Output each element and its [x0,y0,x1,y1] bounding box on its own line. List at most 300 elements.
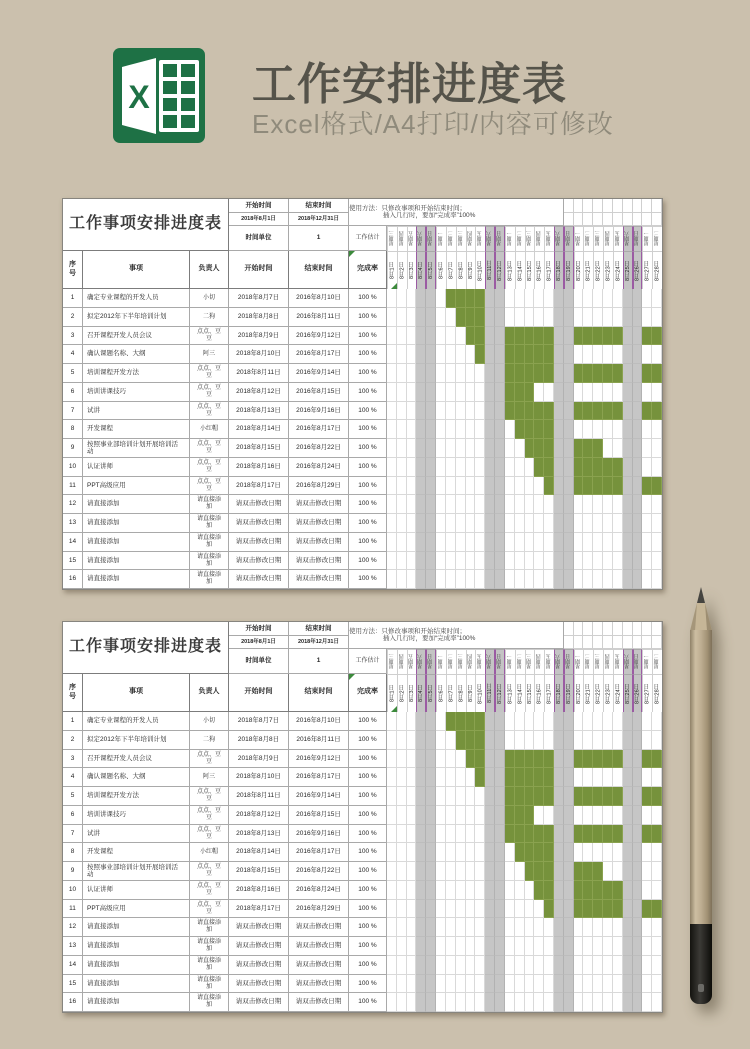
gantt-cell [466,308,475,327]
gantt-cell [564,768,574,787]
gantt-cell [505,364,515,383]
gantt-cell [397,327,407,345]
gantt-cell [446,787,456,806]
gantt-cell [485,993,495,1012]
start-date-cell: 请双击修改日期 [229,552,289,570]
gantt-cell [407,570,416,589]
gantt-cell [426,308,436,327]
gantt-cell [564,570,574,589]
gantt-cell [436,993,446,1012]
gantt-cell [407,731,416,750]
gantt-cell [603,420,613,439]
owner-cell: 点点、豆豆 [190,787,229,806]
gantt-cell [544,825,554,843]
date-header-cell: 8月11日 [485,674,495,712]
gantt-cell [534,956,544,975]
gantt-cell [642,825,652,843]
gantt-cell [416,327,426,345]
gantt-cell [554,495,564,514]
gantt-cell [603,956,613,975]
gantt-cell [466,364,475,383]
completion-rate-cell: 100 % [349,439,387,458]
column-header-4: 结束时间 [289,674,349,712]
gantt-cell [633,402,642,420]
gantt-cell [436,289,446,308]
gantt-cell [495,712,505,731]
gantt-cell [505,458,515,477]
gantt-cell [534,477,544,495]
gantt-cell [593,327,603,345]
gantt-cell [495,806,505,825]
gantt-cell [416,918,426,937]
date-header-cell: 8月1日 [387,674,397,712]
date-header-cell: 8月14日 [515,251,525,289]
gantt-cell [525,514,534,533]
gantt-cell [446,843,456,862]
gantt-cell [475,570,485,589]
end-date-cell: 2016年9月14日 [289,364,349,383]
gantt-cell [544,806,554,825]
gantt-cell [623,975,633,993]
gantt-cell [387,533,397,552]
weekday-header-cell: 星期四 [397,226,407,251]
gantt-cell [456,514,466,533]
completion-rate-cell: 100 % [349,420,387,439]
gantt-cell [397,806,407,825]
empty-cell [652,213,662,226]
gantt-cell [574,881,583,900]
gantt-cell [436,937,446,956]
gantt-cell [633,289,642,308]
gantt-cell [446,712,456,731]
gantt-cell [446,918,456,937]
task-cell: 确定专业课程的开发人员 [83,289,190,308]
weekday-header-cell: 星期三 [593,649,603,674]
gantt-cell [583,402,593,420]
weekday-header-cell: 星期六 [554,226,564,251]
gantt-cell [407,843,416,862]
gantt-cell [633,712,642,731]
task-cell: 请直接添加 [83,514,190,533]
gantt-cell [485,806,495,825]
meta-end-value: 2018年12月31日 [289,213,349,226]
gantt-cell [525,993,534,1012]
meta-start-label: 开始时间 [229,622,289,636]
task-cell: 培训课程开发方法 [83,364,190,383]
gantt-cell [495,308,505,327]
gantt-cell [485,458,495,477]
gantt-cell [505,712,515,731]
gantt-cell [564,477,574,495]
gantt-cell [633,768,642,787]
gantt-cell [534,806,544,825]
gantt-cell [466,900,475,918]
date-header-cell: 8月6日 [436,251,446,289]
gantt-cell [583,825,593,843]
gantt-cell [593,731,603,750]
empty-cell [652,636,662,649]
gantt-cell [387,787,397,806]
gantt-cell [426,768,436,787]
gantt-cell [475,881,485,900]
empty-cell [613,636,623,649]
empty-cell [593,213,603,226]
gantt-cell [436,806,446,825]
gantt-cell [416,825,426,843]
gantt-cell [583,514,593,533]
gantt-cell [613,327,623,345]
gantt-cell [603,862,613,881]
gantt-cell [436,570,446,589]
gantt-cell [456,843,466,862]
owner-cell: 请直接添加 [190,975,229,993]
gantt-cell [495,768,505,787]
gantt-cell [426,975,436,993]
gantt-cell [564,918,574,937]
gantt-cell [495,956,505,975]
start-date-cell: 2018年8月12日 [229,383,289,402]
completion-rate-cell: 100 % [349,570,387,589]
gantt-cell [554,825,564,843]
end-date-cell: 2016年8月11日 [289,731,349,750]
gantt-cell [515,975,525,993]
gantt-cell [633,570,642,589]
gantt-cell [446,533,456,552]
empty-cell [574,622,583,636]
gantt-cell [416,862,426,881]
gantt-cell [436,308,446,327]
empty-cell [583,199,593,213]
owner-cell: 点点、豆豆 [190,327,229,345]
gantt-cell [456,383,466,402]
gantt-cell [456,731,466,750]
gantt-cell [407,712,416,731]
gantt-cell [466,806,475,825]
gantt-cell [642,975,652,993]
gantt-cell [642,712,652,731]
gantt-cell [387,420,397,439]
gantt-cell [387,308,397,327]
weekday-header-cell: 星期六 [623,226,633,251]
gantt-cell [642,383,652,402]
row-number-cell: 14 [63,533,83,552]
gantt-cell [495,289,505,308]
gantt-cell [485,439,495,458]
gantt-cell [593,383,603,402]
gantt-cell [397,768,407,787]
owner-cell: 点点、豆豆 [190,364,229,383]
gantt-cell [642,533,652,552]
sheet-title-cell: 工作事项安排进度表 [63,199,229,251]
task-cell: 确认课题名称、大纲 [83,768,190,787]
gantt-cell [407,383,416,402]
row-number-cell: 11 [63,477,83,495]
gantt-cell [623,533,633,552]
empty-cell [633,636,642,649]
gantt-cell [466,993,475,1012]
gantt-cell [603,825,613,843]
gantt-cell [505,825,515,843]
task-cell: 按照事业部培训计划开展培训活动 [83,439,190,458]
empty-cell [603,636,613,649]
gantt-cell [544,308,554,327]
weekday-header-cell: 星期日 [495,226,505,251]
row-number-cell: 11 [63,900,83,918]
gantt-cell [515,383,525,402]
gantt-cell [613,712,623,731]
gantt-cell [583,918,593,937]
task-cell: 请直接添加 [83,533,190,552]
gantt-cell [564,712,574,731]
gantt-cell [485,552,495,570]
date-header-cell: 8月16日 [534,251,544,289]
gantt-cell [397,420,407,439]
gantt-cell [583,327,593,345]
completion-rate-cell: 100 % [349,881,387,900]
weekday-header-cell: 星期一 [574,226,583,251]
task-cell: PPT高级应用 [83,477,190,495]
gantt-cell [534,750,544,768]
gantt-cell [564,843,574,862]
empty-cell [642,213,652,226]
gantt-cell [525,712,534,731]
gantt-cell [387,937,397,956]
weekday-header-cell: 星期四 [466,649,475,674]
gantt-cell [475,937,485,956]
gantt-cell [495,533,505,552]
gantt-cell [456,900,466,918]
gantt-cell [603,712,613,731]
gantt-cell [652,825,662,843]
task-cell: 认证讲师 [83,458,190,477]
row-number-cell: 4 [63,345,83,364]
gantt-cell [387,289,397,308]
gantt-cell [564,956,574,975]
gantt-cell [505,383,515,402]
gantt-cell [623,956,633,975]
gantt-cell [495,364,505,383]
gantt-cell [623,862,633,881]
gantt-cell [603,787,613,806]
gantt-cell [397,570,407,589]
gantt-cell [593,956,603,975]
gantt-cell [495,900,505,918]
gantt-cell [583,383,593,402]
gantt-cell [613,439,623,458]
task-cell: 召开课程开发人员会议 [83,750,190,768]
column-header-0: 序号 [63,674,83,712]
owner-cell: 请直接添加 [190,495,229,514]
gantt-cell [456,993,466,1012]
gantt-cell [652,495,662,514]
gantt-cell [574,825,583,843]
gantt-cell [623,825,633,843]
gantt-cell [505,570,515,589]
end-date-cell: 请双击修改日期 [289,552,349,570]
gantt-cell [515,881,525,900]
gantt-cell [416,975,426,993]
gantt-cell [534,495,544,514]
gantt-cell [652,881,662,900]
empty-cell [583,622,593,636]
gantt-cell [554,308,564,327]
gantt-cell [534,345,544,364]
gantt-cell [593,289,603,308]
completion-rate-cell: 100 % [349,731,387,750]
gantt-cell [407,327,416,345]
start-date-cell: 2018年8月14日 [229,420,289,439]
gantt-cell [475,918,485,937]
gantt-cell [407,768,416,787]
gantt-cell [446,900,456,918]
gantt-cell [642,768,652,787]
gantt-cell [475,768,485,787]
gantt-cell [574,552,583,570]
gantt-cell [407,364,416,383]
gantt-cell [623,327,633,345]
gantt-cell [515,937,525,956]
gantt-cell [642,843,652,862]
gantt-cell [407,439,416,458]
completion-rate-cell: 100 % [349,327,387,345]
gantt-cell [642,364,652,383]
gantt-cell [426,862,436,881]
gantt-cell [613,383,623,402]
gantt-cell [652,477,662,495]
start-date-cell: 2018年8月12日 [229,806,289,825]
gantt-cell [603,402,613,420]
gantt-cell [603,750,613,768]
gantt-cell [583,364,593,383]
gantt-cell [583,975,593,993]
gantt-cell [623,458,633,477]
owner-cell: 阿三 [190,768,229,787]
gantt-cell [515,345,525,364]
gantt-cell [436,881,446,900]
gantt-cell [446,552,456,570]
gantt-cell [554,289,564,308]
gantt-cell [544,327,554,345]
start-date-cell: 2018年8月15日 [229,862,289,881]
gantt-cell [593,975,603,993]
row-number-cell: 9 [63,439,83,458]
gantt-cell [613,308,623,327]
gantt-cell [583,458,593,477]
weekday-header-cell: 星期日 [633,649,642,674]
weekday-header-cell: 星期五 [613,226,623,251]
gantt-cell [466,881,475,900]
gantt-cell [485,289,495,308]
gantt-cell [603,327,613,345]
gantt-cell [574,477,583,495]
usage-line-1: 使用方法：只修改事项和开始结束时间； [349,627,466,635]
gantt-cell [485,345,495,364]
gantt-cell [554,345,564,364]
gantt-cell [387,570,397,589]
gantt-cell [436,956,446,975]
meta-unit-value: 1 [289,226,349,251]
gantt-cell [495,918,505,937]
row-number-cell: 7 [63,402,83,420]
gantt-cell [466,956,475,975]
empty-cell [593,636,603,649]
gantt-cell [495,993,505,1012]
gantt-cell [652,900,662,918]
gantt-cell [544,731,554,750]
empty-cell [583,636,593,649]
gantt-cell [534,402,544,420]
gantt-cell [397,825,407,843]
gantt-cell [387,768,397,787]
gantt-cell [613,768,623,787]
gantt-cell [426,420,436,439]
gantt-cell [554,975,564,993]
gantt-cell [554,937,564,956]
gantt-cell [574,787,583,806]
gantt-cell [485,787,495,806]
gantt-cell [446,731,456,750]
gantt-cell [652,458,662,477]
gantt-cell [564,289,574,308]
gantt-cell [623,289,633,308]
gantt-cell [544,514,554,533]
gantt-cell [466,345,475,364]
completion-rate-cell: 100 % [349,533,387,552]
gantt-cell [633,552,642,570]
gantt-cell [593,533,603,552]
weekday-header-cell: 星期一 [505,649,515,674]
gantt-cell [515,843,525,862]
gantt-cell [495,420,505,439]
gantt-cell [515,918,525,937]
gantt-cell [525,345,534,364]
owner-cell: 点点、豆豆 [190,881,229,900]
gantt-cell [633,900,642,918]
excel-icon-letter: X [128,79,150,115]
gantt-cell [544,383,554,402]
gantt-cell [416,402,426,420]
gantt-cell [407,806,416,825]
gantt-cell [456,458,466,477]
gantt-cell [446,937,456,956]
gantt-cell [613,975,623,993]
gantt-cell [426,731,436,750]
task-cell: 请直接添加 [83,975,190,993]
empty-cell [623,213,633,226]
gantt-cell [613,806,623,825]
gantt-cell [633,918,642,937]
gantt-cell [633,881,642,900]
gantt-cell [564,308,574,327]
gantt-cell [652,862,662,881]
date-header-cell: 8月21日 [583,674,593,712]
gantt-cell [387,458,397,477]
completion-rate-cell: 100 % [349,458,387,477]
gantt-cell [564,806,574,825]
date-header-cell: 8月8日 [456,251,466,289]
end-date-cell: 2016年8月10日 [289,712,349,731]
gantt-cell [485,712,495,731]
gantt-cell [623,900,633,918]
gantt-cell [564,514,574,533]
gantt-cell [416,843,426,862]
gantt-cell [642,420,652,439]
gantt-cell [544,843,554,862]
gantt-cell [387,345,397,364]
weekday-header-cell: 星期五 [613,649,623,674]
date-header-cell: 8月21日 [583,251,593,289]
weekday-header-cell: 星期三 [593,226,603,251]
